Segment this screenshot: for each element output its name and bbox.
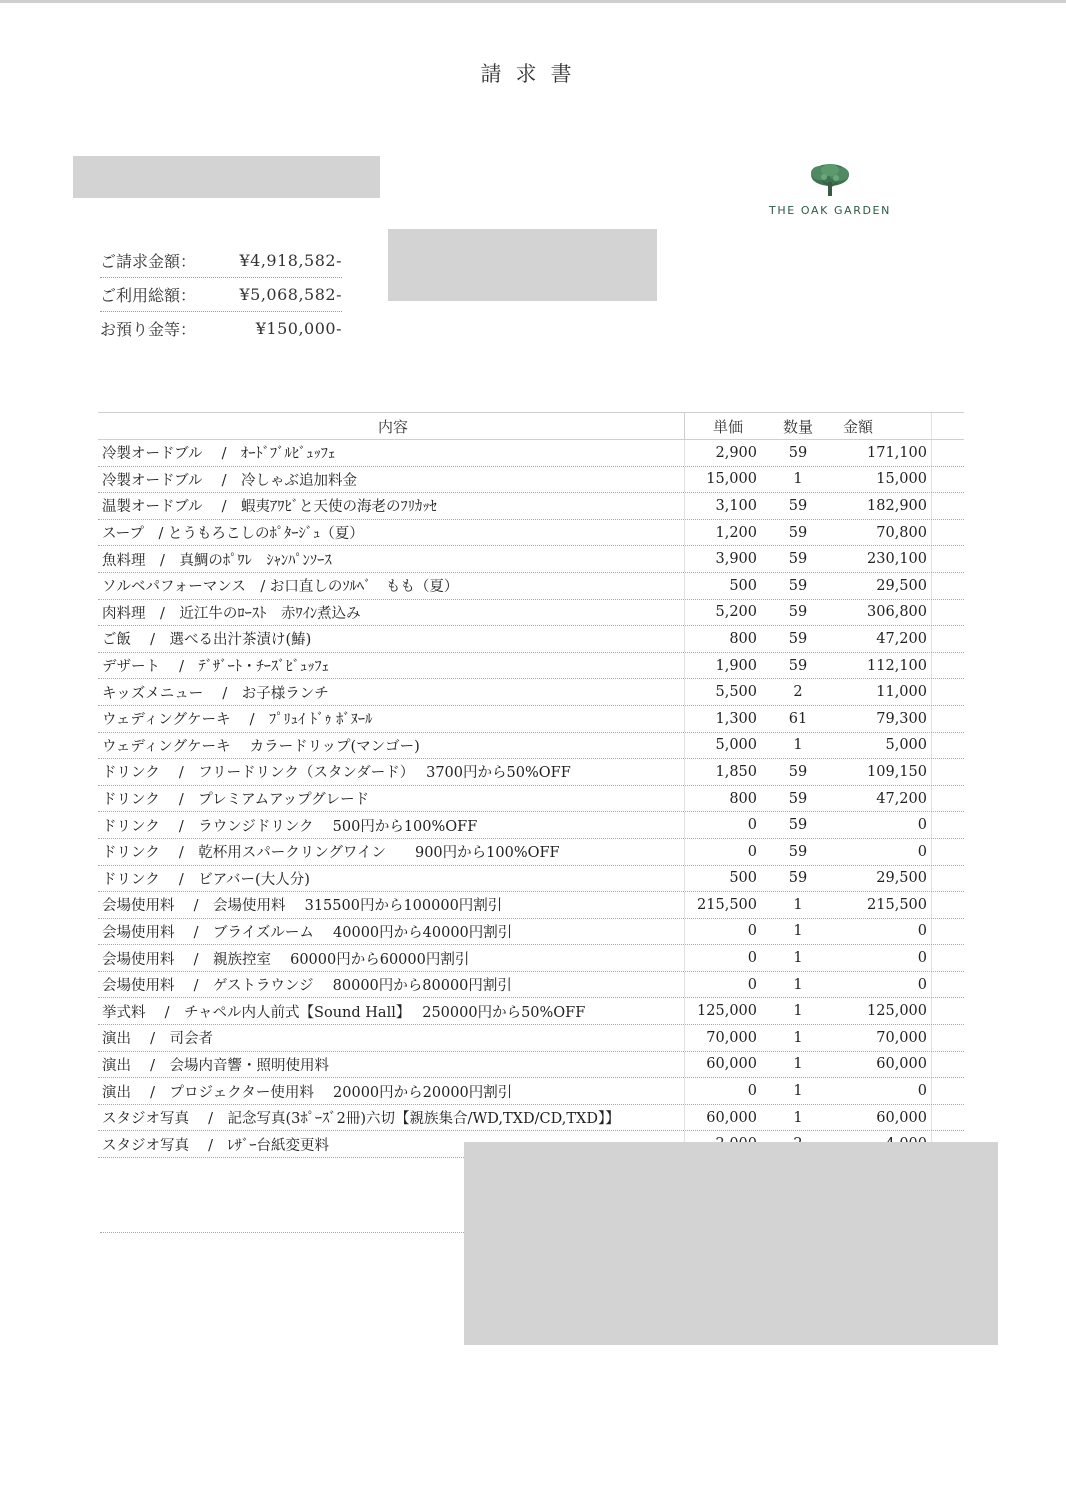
row-description: ドリンク / 乾杯用スパークリングワイン 900円から100%OFF — [102, 845, 560, 862]
row-spacer — [931, 786, 964, 812]
row-spacer — [931, 1105, 964, 1131]
row-amount: 171,100 — [867, 444, 927, 461]
row-amount: 0 — [917, 1083, 927, 1100]
row-unit-price: 500 — [684, 866, 771, 892]
row-description: ドリンク / ラウンジドリンク 500円から100%OFF — [102, 818, 478, 835]
row-unit-price: 2,900 — [684, 440, 771, 466]
redacted-address-block — [388, 229, 657, 301]
row-amount: 47,200 — [876, 790, 927, 807]
table-row — [98, 998, 964, 1025]
table-row — [98, 866, 964, 893]
table-row — [98, 706, 964, 733]
row-unit-price: 60,000 — [684, 1052, 771, 1078]
row-unit-price: 500 — [684, 573, 771, 599]
deposit-row — [100, 312, 342, 345]
row-unit-price: 1,200 — [684, 520, 771, 546]
row-unit-price: 3,100 — [684, 493, 771, 519]
table-row — [98, 493, 964, 520]
row-spacer — [931, 945, 964, 971]
row-description: ご飯 / 選べる出汁茶漬け(鰆) — [102, 632, 312, 649]
redacted-recipient-block — [73, 156, 380, 198]
row-description: ドリンク / プレミアムアップグレード — [102, 792, 370, 809]
table-row — [98, 733, 964, 760]
table-row — [98, 1052, 964, 1079]
row-spacer — [931, 653, 964, 679]
row-description: 会場使用料 / 親族控室 60000円から60000円割引 — [102, 951, 470, 968]
header-spacer — [931, 413, 964, 439]
row-amount: 70,000 — [876, 1029, 927, 1046]
row-description: 挙式料 / チャペル内人前式【Sound Hall】 250000円から50%OFF — [102, 1004, 586, 1021]
row-unit-price: 800 — [684, 626, 771, 652]
row-unit-price: 800 — [684, 786, 771, 812]
row-amount: 0 — [917, 817, 927, 834]
row-amount: 29,500 — [876, 577, 927, 594]
header-unit-price: 単価 — [684, 413, 771, 439]
row-quantity: 59 — [788, 657, 808, 674]
row-quantity: 59 — [788, 604, 808, 621]
row-unit-price: 5,000 — [684, 733, 771, 759]
row-quantity: 59 — [788, 524, 808, 541]
row-unit-price: 60,000 — [684, 1105, 771, 1131]
row-description: 演出 / プロジェクター使用料 20000円から20000円割引 — [102, 1084, 513, 1101]
table-row — [98, 1105, 964, 1132]
row-spacer — [931, 919, 964, 945]
row-quantity: 59 — [788, 843, 808, 860]
billing-amount-value: ¥4,918,582- — [239, 251, 342, 270]
row-description: ドリンク / ビアバー(大人分) — [102, 871, 310, 888]
row-amount: 60,000 — [876, 1056, 927, 1073]
oak-tree-icon — [808, 162, 852, 198]
row-amount: 47,200 — [876, 630, 927, 647]
table-row — [98, 919, 964, 946]
row-description: キッズメニュー / お子様ランチ — [102, 685, 329, 702]
table-row — [98, 1078, 964, 1105]
row-quantity: 1 — [793, 1003, 803, 1020]
row-quantity: 1 — [793, 950, 803, 967]
row-description: 温製オードブル / 蝦夷ｱﾜﾋﾞと天使の海老のﾌﾘｶｯｾ — [102, 499, 437, 516]
row-description: 冷製オードブル / ｵｰﾄﾞﾌﾞﾙﾋﾞｭｯﾌｪ — [102, 446, 336, 463]
table-row — [98, 626, 964, 653]
row-description: ウェディングケーキ カラードリップ(マンゴー) — [102, 738, 420, 755]
row-quantity: 1 — [793, 737, 803, 754]
row-quantity: 1 — [793, 1029, 803, 1046]
row-description: 魚料理 / 真鯛のﾎﾟﾜﾚ ｼｬﾝﾊﾟﾝｿｰｽ — [102, 552, 332, 569]
row-quantity: 1 — [793, 1109, 803, 1126]
row-amount: 306,800 — [867, 604, 927, 621]
row-description: 会場使用料 / ゲストラウンジ 80000円から80000円割引 — [102, 978, 512, 995]
row-unit-price: 1,300 — [684, 706, 771, 732]
row-quantity: 59 — [788, 630, 808, 647]
table-row — [98, 972, 964, 999]
row-spacer — [931, 1052, 964, 1078]
row-description: 演出 / 司会者 — [102, 1031, 213, 1048]
table-row — [98, 467, 964, 494]
row-amount: 125,000 — [867, 1003, 927, 1020]
header-amount: 金額 — [843, 417, 874, 436]
row-unit-price: 0 — [684, 812, 771, 838]
row-quantity: 59 — [788, 790, 808, 807]
row-spacer — [931, 706, 964, 732]
row-amount: 15,000 — [876, 471, 927, 488]
row-description: 肉料理 / 近江牛のﾛｰｽﾄ 赤ﾜｲﾝ煮込み — [102, 605, 361, 622]
row-description: ウェディングケーキ / ﾌﾟﾘｭｲ ﾄﾞｩ ﾎﾞﾇｰﾙ — [102, 712, 373, 729]
row-amount: 0 — [917, 843, 927, 860]
table-row — [98, 1025, 964, 1052]
row-unit-price: 5,200 — [684, 600, 771, 626]
row-amount: 0 — [917, 923, 927, 940]
top-border — [0, 0, 1066, 3]
table-row — [98, 839, 964, 866]
table-row — [98, 520, 964, 547]
row-spacer — [931, 520, 964, 546]
row-unit-price: 70,000 — [684, 1025, 771, 1051]
table-row — [98, 600, 964, 627]
row-quantity: 1 — [793, 896, 803, 913]
redacted-notes-block — [464, 1142, 998, 1345]
row-spacer — [931, 733, 964, 759]
row-description: スタジオ写真 / 記念写真(3ﾎﾟｰｽﾞ2冊)六切【親族集合/WD,TXD/CD,TXD】】 — [102, 1111, 620, 1128]
table-row — [98, 653, 964, 680]
row-spacer — [931, 600, 964, 626]
row-spacer — [931, 679, 964, 705]
row-quantity: 59 — [788, 577, 808, 594]
document-title: 請求書 — [480, 62, 586, 86]
row-quantity: 1 — [793, 923, 803, 940]
row-quantity: 59 — [788, 497, 808, 514]
row-quantity: 61 — [788, 710, 808, 727]
logo-text: THE OAK GARDEN — [769, 204, 891, 217]
row-description: スタジオ写真 / ﾚｻﾞｰ台紙変更料 — [102, 1137, 329, 1154]
row-spacer — [931, 1078, 964, 1104]
row-description: デザート / ﾃﾞｻﾞｰﾄ・ﾁｰｽﾞﾋﾞｭｯﾌｪ — [102, 659, 329, 676]
table-row — [98, 945, 964, 972]
total-usage-row — [100, 278, 342, 312]
row-quantity: 1 — [793, 471, 803, 488]
table-row — [98, 440, 964, 467]
row-amount: 5,000 — [885, 737, 927, 754]
row-description: 演出 / 会場内音響・照明使用料 — [102, 1057, 329, 1074]
row-quantity: 2 — [793, 684, 803, 701]
invoice-table — [98, 412, 964, 1158]
row-unit-price: 3,900 — [684, 546, 771, 572]
row-amount: 109,150 — [867, 763, 927, 780]
row-spacer — [931, 839, 964, 865]
row-spacer — [931, 812, 964, 838]
row-amount: 0 — [917, 976, 927, 993]
row-quantity: 59 — [788, 870, 808, 887]
row-description: 会場使用料 / 会場使用料 315500円から100000円割引 — [102, 898, 503, 915]
table-row — [98, 546, 964, 573]
row-spacer — [931, 759, 964, 785]
row-quantity: 59 — [788, 817, 808, 834]
company-logo — [760, 162, 900, 217]
deposit-value: ¥150,000- — [255, 319, 342, 338]
row-unit-price: 0 — [684, 919, 771, 945]
table-row — [98, 759, 964, 786]
row-unit-price: 1,900 — [684, 653, 771, 679]
table-row — [98, 892, 964, 919]
row-unit-price: 15,000 — [684, 467, 771, 493]
total-usage-value: ¥5,068,582- — [239, 285, 342, 304]
row-spacer — [931, 626, 964, 652]
table-header — [98, 412, 964, 440]
row-spacer — [931, 546, 964, 572]
row-spacer — [931, 998, 964, 1024]
row-unit-price: 0 — [684, 945, 771, 971]
row-spacer — [931, 1025, 964, 1051]
row-amount: 0 — [917, 950, 927, 967]
total-usage-label: ご利用総額： — [100, 286, 197, 305]
row-unit-price: 5,500 — [684, 679, 771, 705]
row-amount: 79,300 — [876, 710, 927, 727]
footer-divider — [100, 1232, 464, 1233]
row-amount: 230,100 — [867, 551, 927, 568]
table-row — [98, 573, 964, 600]
billing-amount-row — [100, 244, 342, 278]
row-spacer — [931, 866, 964, 892]
row-unit-price: 1,850 — [684, 759, 771, 785]
row-unit-price: 125,000 — [684, 998, 771, 1024]
row-quantity: 59 — [788, 551, 808, 568]
row-amount: 182,900 — [867, 497, 927, 514]
row-unit-price: 0 — [684, 972, 771, 998]
deposit-label: お預り金等： — [100, 320, 197, 339]
row-spacer — [931, 892, 964, 918]
row-spacer — [931, 972, 964, 998]
row-unit-price: 215,500 — [684, 892, 771, 918]
row-description: 会場使用料 / ブライズルーム 40000円から40000円割引 — [102, 924, 513, 941]
table-row — [98, 812, 964, 839]
row-unit-price: 0 — [684, 1078, 771, 1104]
table-body — [98, 440, 964, 1158]
row-amount: 70,800 — [876, 524, 927, 541]
row-spacer — [931, 493, 964, 519]
row-description: 冷製オードブル / 冷しゃぶ追加料金 — [102, 472, 357, 489]
row-quantity: 1 — [793, 1056, 803, 1073]
header-description: 内容 — [377, 417, 408, 436]
billing-summary — [100, 244, 342, 345]
row-quantity: 59 — [788, 763, 808, 780]
row-spacer — [931, 440, 964, 466]
row-description: ソルベパフォーマンス / お口直しのｿﾙﾍﾞ もも（夏） — [102, 579, 459, 596]
table-row — [98, 679, 964, 706]
row-description: スープ / とうもろこしのﾎﾟﾀｰｼﾞｭ（夏） — [102, 526, 364, 543]
row-amount: 11,000 — [876, 684, 927, 701]
row-amount: 112,100 — [867, 657, 927, 674]
row-spacer — [931, 467, 964, 493]
row-quantity: 1 — [793, 976, 803, 993]
row-spacer — [931, 573, 964, 599]
billing-amount-label: ご請求金額： — [100, 252, 197, 271]
row-amount: 29,500 — [876, 870, 927, 887]
row-unit-price: 0 — [684, 839, 771, 865]
row-description: ドリンク / フリードリンク（スタンダード） 3700円から50%OFF — [102, 765, 571, 782]
row-quantity: 59 — [788, 444, 808, 461]
row-amount: 60,000 — [876, 1109, 927, 1126]
header-quantity: 数量 — [782, 417, 813, 436]
table-row — [98, 786, 964, 813]
row-amount: 215,500 — [867, 896, 927, 913]
row-quantity: 1 — [793, 1083, 803, 1100]
